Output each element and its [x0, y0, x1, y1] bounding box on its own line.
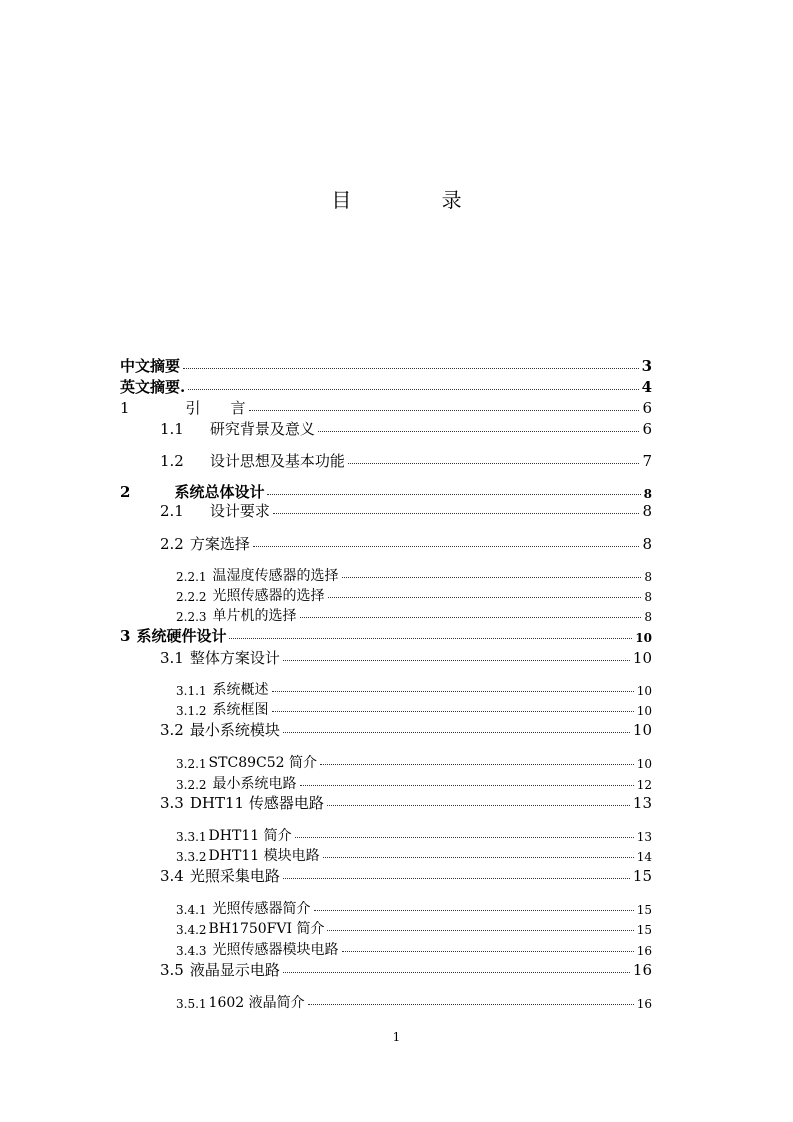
toc-entry-page: 15 [632, 867, 652, 885]
toc-entry-title: DHT11 模块电路 [208, 848, 320, 864]
toc-entry-label [160, 651, 280, 666]
toc-entry-page: 16 [632, 961, 652, 979]
toc-entry [176, 563, 652, 583]
toc-dot-leader [314, 910, 634, 911]
toc-entry-title: 光照采集电路 [189, 867, 280, 885]
toc-entry [160, 499, 652, 519]
toc-entry-label [120, 485, 264, 500]
toc-entry [120, 396, 652, 416]
toc-entry-label [120, 359, 180, 374]
toc-entry [120, 375, 652, 395]
toc-entry [176, 677, 652, 697]
toc-entry-label [160, 454, 345, 469]
toc-entry-number: 3.4.3 [176, 944, 207, 958]
toc-dot-leader [320, 764, 634, 765]
toc-dot-leader [323, 857, 634, 858]
toc-entry-number: 3 [120, 627, 131, 645]
toc-entry [176, 697, 652, 717]
toc-entry-page: 8 [644, 610, 652, 624]
toc-entry-title: 系统硬件设计 [136, 627, 227, 645]
toc-entry-label [120, 380, 185, 395]
toc-entry-page: 8 [644, 570, 652, 584]
toc-entry [120, 480, 652, 500]
toc-entry-number: 3.3 [160, 794, 184, 812]
toc-dot-leader [272, 691, 634, 692]
toc-entry [160, 646, 652, 666]
toc-entry-title: 光照传感器模块电路 [212, 942, 339, 958]
toc-dot-leader [273, 513, 640, 514]
toc-entry-title: 系统框图 [212, 702, 269, 718]
toc-dot-leader [327, 930, 633, 931]
toc-entry-number: 2.2.2 [176, 590, 207, 604]
toc-entry [176, 583, 652, 603]
toc-dot-leader [348, 463, 640, 464]
toc-entry [160, 532, 652, 552]
toc-title: 目 录 [331, 188, 504, 212]
toc-dot-leader [295, 837, 634, 838]
toc-entry-label [176, 849, 320, 863]
page-number: 1 [392, 1030, 401, 1044]
toc-entry-page: 6 [642, 399, 652, 417]
toc-entry-page: 10 [635, 631, 652, 645]
toc-entry-page: 10 [636, 684, 652, 698]
toc-entry-label [176, 569, 339, 583]
toc-entry-page: 8 [644, 590, 652, 604]
toc-entry-page: 8 [642, 502, 652, 520]
toc-entry-page: 4 [641, 378, 652, 396]
toc-dot-leader [283, 972, 630, 973]
toc-entry-number: 1.2 [160, 452, 184, 470]
toc-dot-leader [272, 711, 634, 712]
toc-entry [176, 823, 652, 843]
toc-entry-number: 3.4.1 [176, 903, 207, 917]
toc-entry-page: 14 [636, 850, 652, 864]
toc-entry-number: 2.1 [160, 502, 184, 520]
toc-entry-page: 10 [632, 721, 652, 739]
toc-entry-label [176, 777, 297, 791]
toc-entry-number: 3.3.1 [176, 830, 207, 844]
toc-entry-title: 光照传感器简介 [212, 901, 311, 917]
toc-entry [176, 771, 652, 791]
toc-entry-page: 16 [636, 944, 652, 958]
toc-entry-page: 6 [642, 420, 652, 438]
toc-dot-leader [327, 805, 630, 806]
toc-dot-leader [283, 660, 630, 661]
toc-entry-title: 最小系统电路 [212, 776, 297, 792]
toc-entry-title: 光照传感器的选择 [212, 588, 325, 604]
toc-entry [176, 843, 652, 863]
toc-entry-title: DHT11 传感器电路 [189, 794, 324, 812]
toc-dot-leader [300, 617, 642, 618]
toc-dot-leader [308, 1004, 634, 1005]
toc-entry-label [176, 943, 339, 957]
toc-entry-number: 3.1 [160, 649, 184, 667]
toc-entry-title: 引 言 [185, 399, 246, 417]
toc-entry-title: 系统总体设计 [174, 483, 265, 501]
toc-entry-number: 2.2.1 [176, 570, 207, 584]
toc-entry-number: 3.4.2 [176, 923, 207, 937]
toc-entry-number: 2.2 [160, 535, 184, 553]
toc-entry-number: 3.2 [160, 721, 184, 739]
toc-entry [176, 896, 652, 916]
toc-entry-page: 10 [632, 649, 652, 667]
toc-entry-page: 13 [632, 794, 652, 812]
toc-entry-label [160, 723, 280, 738]
toc-entry-page: 8 [642, 535, 652, 553]
toc-entry-title: 方案选择 [189, 535, 250, 553]
toc-entry [120, 354, 652, 374]
toc-entry-number: 3.4 [160, 867, 184, 885]
toc-dot-leader [267, 494, 640, 495]
toc-entry [176, 916, 652, 936]
toc-entry [160, 791, 652, 811]
toc-dot-leader [253, 546, 640, 547]
toc-entry [160, 958, 652, 978]
toc-entry-number: 3.3.2 [176, 850, 207, 864]
toc-entry [176, 603, 652, 623]
toc-entry-number: 3.2.1 [176, 757, 207, 771]
toc-entry-page: 7 [642, 452, 652, 470]
toc-entry-page: 8 [643, 487, 652, 501]
toc-entry-title: 设计思想及基本功能 [209, 452, 345, 470]
toc-entry [160, 864, 652, 884]
toc-entry-title: DHT11 简介 [208, 828, 292, 844]
toc-entry-label [176, 922, 324, 936]
toc-entry-title: 中文摘要 [120, 357, 181, 375]
toc-entry-label [160, 796, 324, 811]
toc-dot-leader [342, 577, 642, 578]
toc-entry [160, 417, 652, 437]
toc-entry-title: 单片机的选择 [212, 608, 297, 624]
toc-entry-label [160, 504, 270, 519]
toc-entry [176, 937, 652, 957]
toc-entry [160, 718, 652, 738]
toc-entry-number: 3.1.2 [176, 704, 207, 718]
toc-entry-number: 1 [120, 399, 130, 417]
toc-entry-number: 3.2.2 [176, 778, 207, 792]
toc-dot-leader [183, 368, 639, 369]
toc-dot-leader [328, 597, 642, 598]
toc-entry-label [120, 629, 226, 644]
toc-entry-title: STC89C52 简介 [208, 755, 317, 771]
toc-entry-number: 3.5 [160, 961, 184, 979]
toc-dot-leader [342, 951, 634, 952]
toc-entry-page: 12 [636, 778, 652, 792]
toc-entry-number: 2 [120, 483, 131, 501]
toc-dot-leader [300, 785, 634, 786]
toc-entry-number: 1.1 [160, 420, 184, 438]
toc-entry-label [160, 869, 280, 884]
toc-entry [160, 449, 652, 469]
toc-entry-title: 1602 液晶简介 [208, 995, 305, 1011]
toc-entry-title: 英文摘要. [120, 378, 186, 396]
toc-entry-label [176, 609, 297, 623]
toc-entry-label [176, 683, 269, 697]
toc-entry-label [120, 401, 246, 416]
toc-entry-label [176, 902, 311, 916]
toc-entry-title: 系统概述 [212, 682, 269, 698]
toc-entry-title: 液晶显示电路 [189, 961, 280, 979]
toc-entry-label [176, 703, 269, 717]
toc-dot-leader [188, 389, 638, 390]
toc-entry-page: 15 [636, 923, 652, 937]
toc-entry [120, 624, 652, 644]
toc-entry [176, 750, 652, 770]
toc-entry-label [160, 537, 250, 552]
toc-entry-label [160, 963, 280, 978]
toc-entry-number: 2.2.3 [176, 610, 207, 624]
toc-entry-page: 10 [636, 757, 652, 771]
toc-dot-leader [283, 878, 630, 879]
toc-entry-number: 3.1.1 [176, 684, 207, 698]
toc-dot-leader [249, 410, 640, 411]
toc-entry-page: 10 [636, 704, 652, 718]
toc-dot-leader [318, 431, 640, 432]
toc-entry-page: 15 [636, 903, 652, 917]
toc-entry-page: 3 [641, 357, 652, 375]
toc-entry-label [176, 756, 317, 770]
toc-entry-label [160, 422, 315, 437]
toc-dot-leader [283, 732, 630, 733]
toc-entry-page: 16 [636, 997, 652, 1011]
toc-entry-title: 整体方案设计 [189, 649, 280, 667]
toc-entry-title: BH1750FVI 简介 [208, 921, 325, 937]
toc-entry-label [176, 996, 305, 1010]
toc-entry-title: 研究背景及意义 [209, 420, 315, 438]
toc-entry [176, 990, 652, 1010]
toc-entry-title: 最小系统模块 [189, 721, 280, 739]
toc-entry-label [176, 589, 325, 603]
toc-entry-page: 13 [636, 830, 652, 844]
toc-entry-title: 设计要求 [209, 502, 270, 520]
toc-dot-leader [229, 638, 632, 639]
toc-entry-number: 3.5.1 [176, 997, 207, 1011]
toc-entry-title: 温湿度传感器的选择 [212, 568, 339, 584]
toc-entry-label [176, 829, 292, 843]
